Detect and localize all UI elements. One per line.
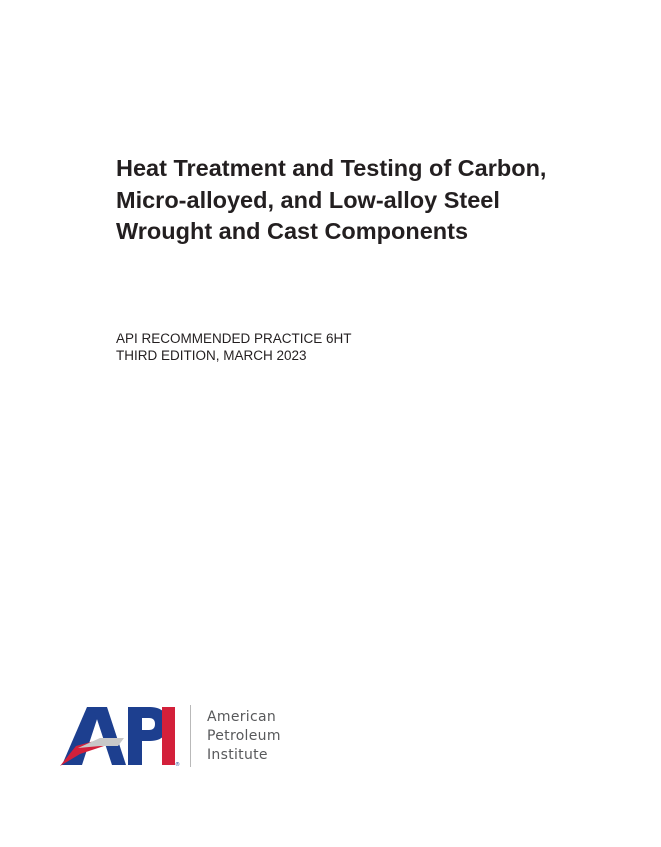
api-logo-mark xyxy=(58,702,180,768)
title-line-2: Micro-alloyed, and Low-alloy Steel xyxy=(116,186,500,213)
document-title xyxy=(116,153,636,248)
practice-number: API RECOMMENDED PRACTICE 6HT xyxy=(116,331,352,346)
document-designation xyxy=(116,330,352,364)
organization-name xyxy=(207,708,281,765)
api-letter-i xyxy=(162,707,175,765)
title-line-3: Wrought and Cast Components xyxy=(116,218,469,244)
logo-divider xyxy=(190,705,191,767)
api-letter-a-right xyxy=(93,707,126,765)
title-line-1: Heat Treatment and Testing of Carbon, xyxy=(116,155,547,181)
registered-mark: ® xyxy=(175,762,180,768)
org-name-line-3: Institute xyxy=(207,747,268,763)
org-name-line-2: Petroleum xyxy=(207,728,281,744)
org-name-line-1: American xyxy=(207,709,277,725)
edition-date: THIRD EDITION, MARCH 2023 xyxy=(116,348,307,363)
api-logo xyxy=(58,702,298,772)
